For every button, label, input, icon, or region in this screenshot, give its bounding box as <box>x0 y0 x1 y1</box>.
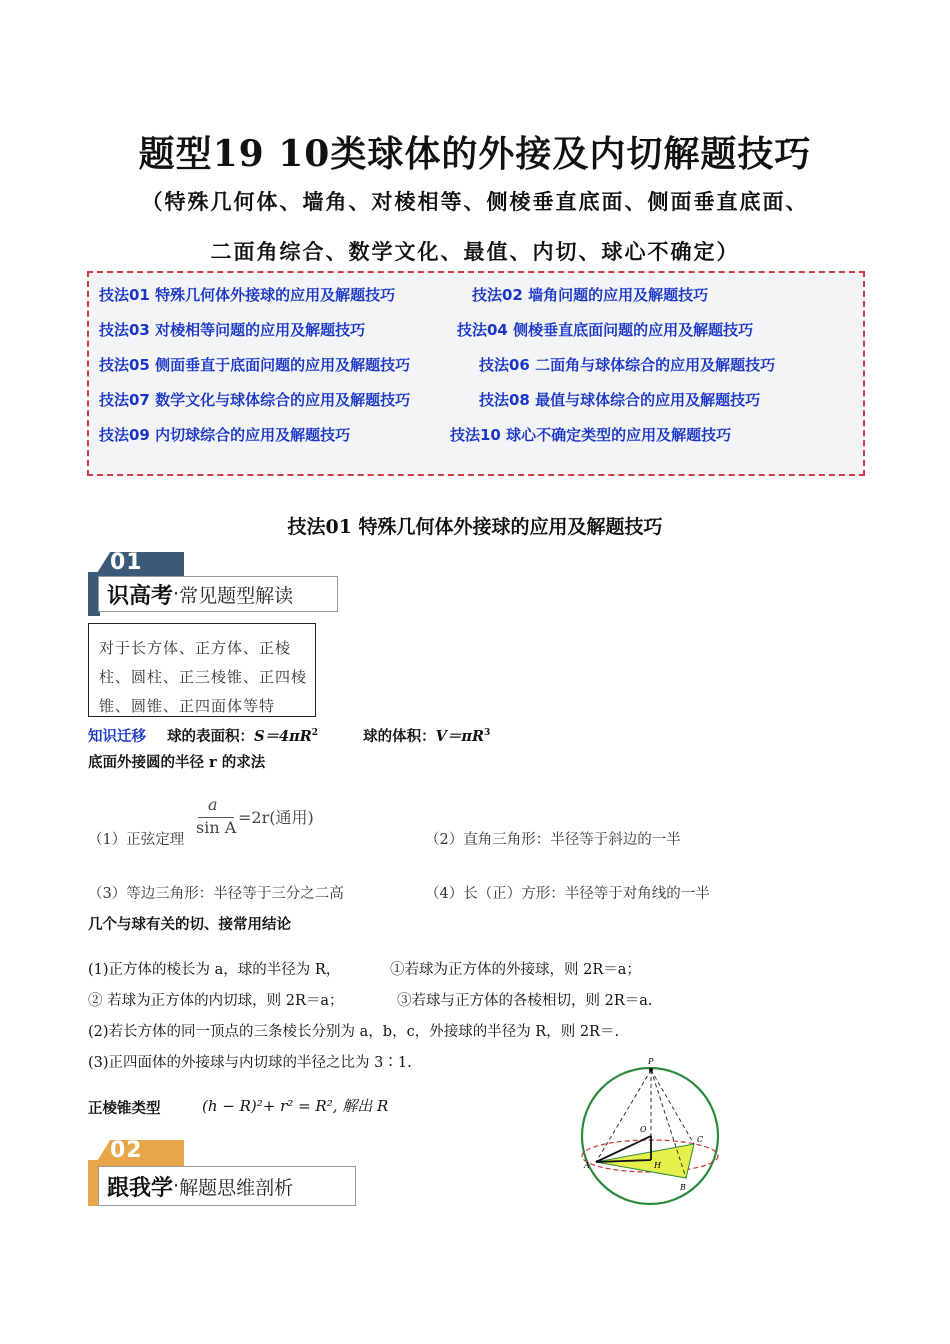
page-title: 题型19 10类球体的外接及内切解题技巧 <box>138 133 812 175</box>
area-formula: S＝4πR <box>254 728 312 745</box>
volume-formula: V＝πR <box>435 728 485 745</box>
banner-01-number: 01 <box>110 550 143 575</box>
toc-item-06[interactable]: 技法06 二面角与球体综合的应用及解题技巧 <box>479 356 776 374</box>
volume-label: 球的体积： <box>363 728 436 745</box>
conclusion-3: (3)正四面体的外接球与内切球的半径之比为 3∶1. <box>88 1055 412 1071</box>
conclusion-1b: ② 若球为正方体的内切球，则 2R＝a； <box>88 993 344 1009</box>
label-b: B <box>680 1183 686 1192</box>
conclusions-heading: 几个与球有关的切、接常用结论 <box>88 916 291 933</box>
radius-heading: 底面外接圆的半径 r 的求法 <box>88 754 266 771</box>
intro-frame <box>88 623 316 717</box>
toc-item-07[interactable]: 技法07 数学文化与球体综合的应用及解题技巧 <box>99 391 411 409</box>
page-subtitle-line1: （特殊几何体、墙角、对棱相等、侧棱垂直底面、侧面垂直底面、 <box>141 189 809 214</box>
toc-item-10[interactable]: 技法10 球心不确定类型的应用及解题技巧 <box>450 426 732 444</box>
banner-02-dot: · <box>173 1175 180 1197</box>
banner-02-number: 02 <box>110 1138 143 1163</box>
conclusion-1a: ①若球为正方体的外接球，则 2R＝a； <box>390 962 641 978</box>
formula-denominator: sin A <box>196 818 237 837</box>
toc-box <box>87 271 865 476</box>
toc-item-01[interactable]: 技法01 特殊几何体外接球的应用及解题技巧 <box>99 286 396 304</box>
toc-item-09[interactable]: 技法09 内切球综合的应用及解题技巧 <box>99 426 351 444</box>
method-2: （2）直角三角形：半径等于斜边的一半 <box>425 832 681 848</box>
formula-rhs: =2r(通用) <box>238 808 314 827</box>
toc-item-04[interactable]: 技法04 侧棱垂直底面问题的应用及解题技巧 <box>457 321 754 339</box>
toc-item-05[interactable]: 技法05 侧面垂直于底面问题的应用及解题技巧 <box>99 356 411 374</box>
toc-item-02[interactable]: 技法02 墙角问题的应用及解题技巧 <box>472 286 709 304</box>
page-subtitle-line2: 二面角综合、数学文化、最值、内切、球心不确定） <box>210 239 740 264</box>
banner-01 <box>88 552 348 618</box>
volume-power: 3 <box>484 728 491 739</box>
banner-02-big: 跟我学 <box>107 1175 174 1201</box>
banner-01-label <box>98 576 338 612</box>
label-h: H <box>654 1161 661 1170</box>
conclusion-1c: ③若球与正方体的各棱相切，则 2R＝a. <box>397 993 653 1009</box>
label-p: P <box>648 1057 654 1066</box>
sine-formula <box>196 795 336 841</box>
label-c: C <box>697 1135 704 1144</box>
knowledge-line <box>88 725 490 746</box>
method-4: （4）长（正）方形：半径等于对角线的一半 <box>425 886 710 902</box>
label-a: A <box>584 1161 590 1170</box>
conclusion-2: (2)若长方体的同一顶点的三条棱长分别为 a，b，c，外接球的半径为 R，则 2R＝. <box>88 1024 620 1040</box>
banner-01-big: 识高考 <box>107 583 174 609</box>
intro-frame-text: 对于长方体、正方体、正棱柱、圆柱、正三棱锥、正四棱锥、圆锥、正四面体等特 <box>99 639 308 715</box>
banner-01-small: 常见题型解读 <box>179 584 294 607</box>
label-o: O <box>640 1125 647 1134</box>
point-p <box>649 1068 653 1072</box>
knowledge-tag: 知识迁移 <box>88 728 146 745</box>
toc-item-03[interactable]: 技法03 对棱相等问题的应用及解题技巧 <box>99 321 366 339</box>
sphere-diagram <box>576 1052 724 1212</box>
conclusion-1: (1)正方体的棱长为 a，球的半径为 R， <box>88 962 341 978</box>
formula-numerator: a <box>208 795 218 814</box>
edge-pc <box>651 1070 694 1144</box>
method-1: （1）正弦定理 <box>88 832 185 848</box>
area-label: 球的表面积： <box>167 728 255 745</box>
pyramid-label: 正棱锥类型 <box>88 1100 161 1117</box>
section-heading: 技法01 特殊几何体外接球的应用及解题技巧 <box>287 516 663 538</box>
method-3: （3）等边三角形：半径等于三分之二高 <box>88 886 344 902</box>
toc-item-08[interactable]: 技法08 最值与球体综合的应用及解题技巧 <box>479 391 761 409</box>
banner-02-small: 解题思维剖析 <box>179 1176 294 1199</box>
banner-02-label <box>98 1166 356 1206</box>
banner-01-dot: · <box>173 583 180 605</box>
banner-02 <box>88 1140 360 1208</box>
area-power: 2 <box>311 728 319 739</box>
pyramid-formula: (h − R)²+ r² = R², 解出 R <box>202 1097 389 1115</box>
